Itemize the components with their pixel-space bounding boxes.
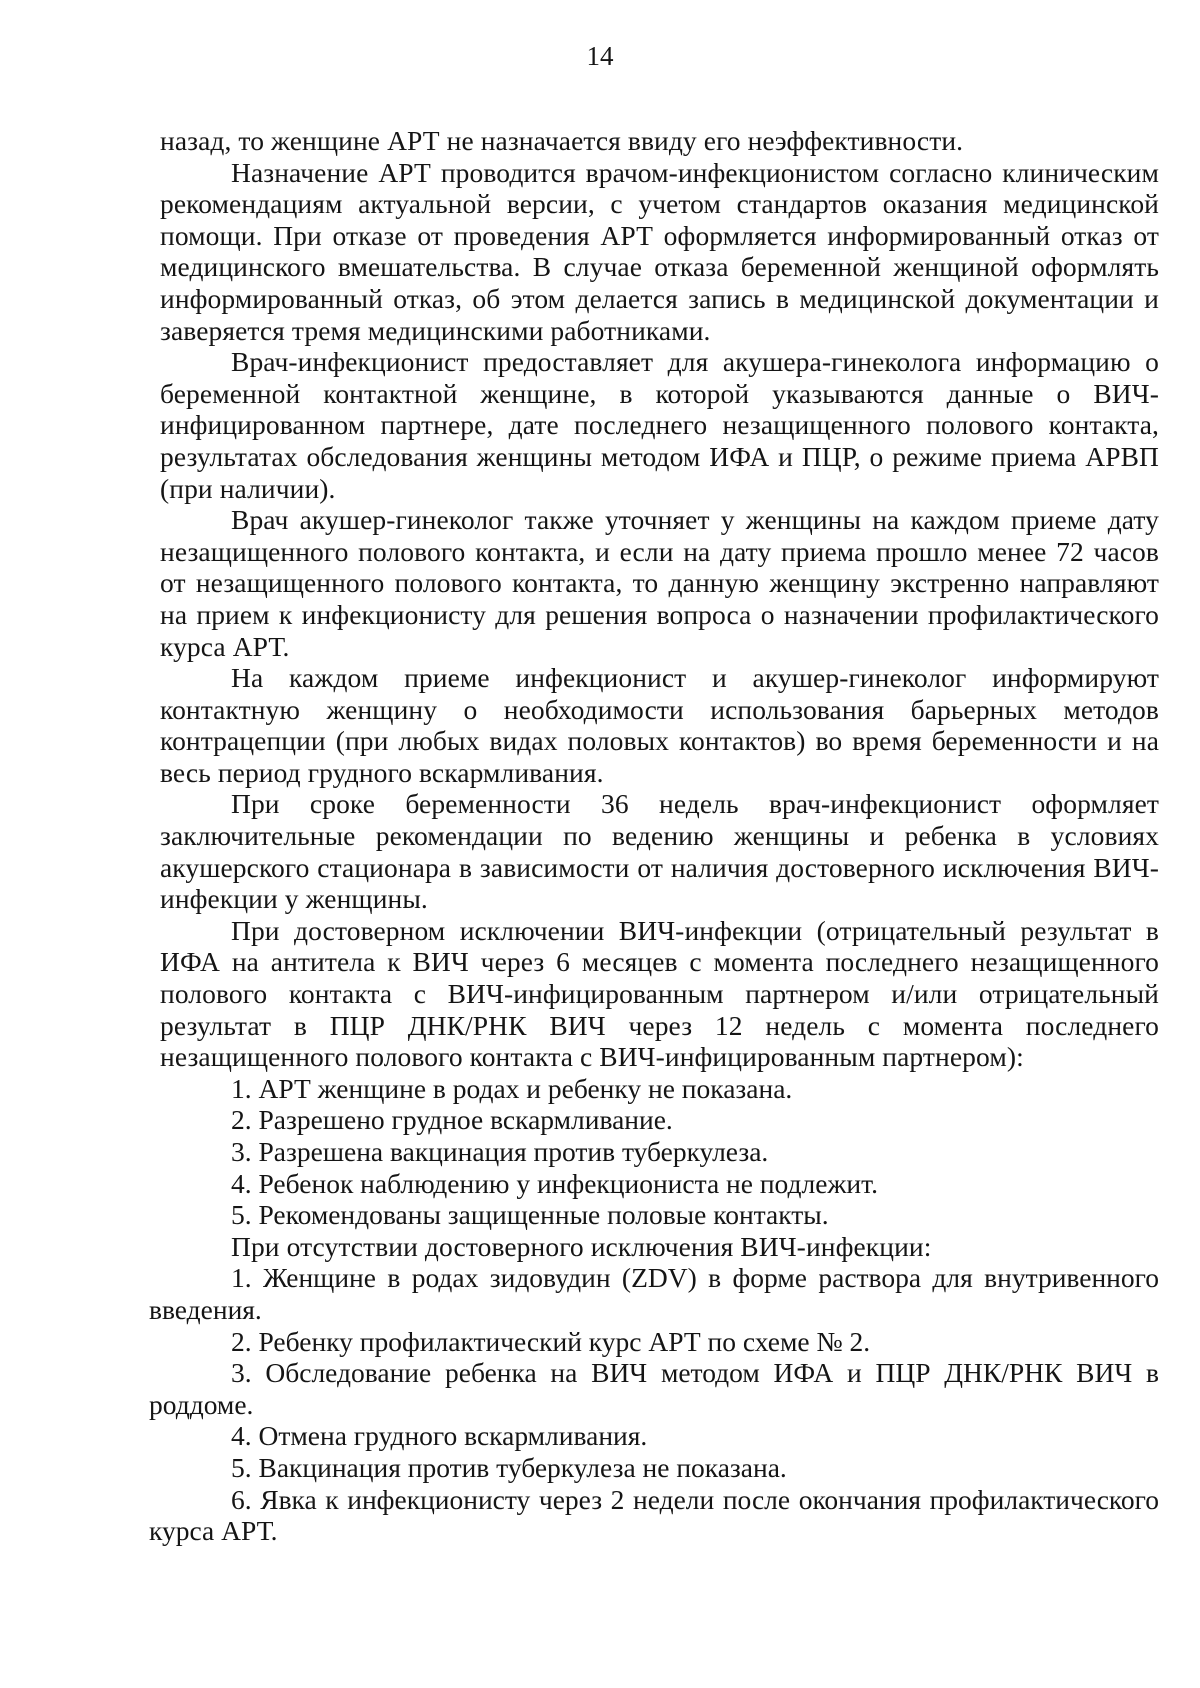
document-body	[149, 125, 1159, 1547]
list-exclusion-confirmed	[160, 1073, 1159, 1231]
list-item: 2. Ребенку профилактический курс АРТ по схеме № 2.	[231, 1325, 871, 1357]
list-item: 1. АРТ женщине в родах и ребенку не показана.	[231, 1072, 793, 1104]
list-item: 3. Разрешена вакцинация против туберкулеза.	[231, 1136, 769, 1167]
list-item: 5. Рекомендованы защищенные половые контакты.	[231, 1199, 829, 1231]
paragraph-36-weeks: При сроке беременности 36 недель врач-инфекционист оформляет заключительные рекомендации по ведению женщины и ребенка в условиях акушерского стационара в зависимости от наличия достоверного исключения ВИЧ-инфекции у женщины.	[160, 788, 1159, 915]
list-item: 1. Женщине в родах зидовудин (ZDV) в форме раствора для внутривенного введения.	[149, 1262, 1159, 1325]
paragraph-continuation: назад, то женщине АРТ не назначается ввиду его неэффективности.	[160, 125, 964, 156]
list-item: 3. Обследование ребенка на ВИЧ методом ИФА и ПЦР ДНК/РНК ВИЧ в роддоме.	[149, 1357, 1159, 1420]
paragraph-barrier-methods: На каждом приеме инфекционист и акушер-гинеколог информируют контактную женщину о необходимости использования барьерных методов контрацепции (при любых видах половых контактов) во время беременности и на весь период грудного вскармливания.	[160, 662, 1159, 788]
list-exclusion-absent	[149, 1262, 1159, 1547]
list-item: 6. Явка к инфекционисту через 2 недели после окончания профилактического курса АРТ.	[149, 1483, 1159, 1547]
paragraph-reliable-exclusion: При достоверном исключении ВИЧ-инфекции (отрицательный результат в ИФА на антитела к ВИЧ через 6 месяцев с момента последнего незащищенного полового контакта с ВИЧ-инфицированным партнером и/или отрицательный результат в ПЦР ДНК/РНК ВИЧ через 12 недель с момента последнего незащищенного полового контакта с ВИЧ-инфицированным партнером):	[160, 914, 1159, 1073]
list-item: 4. Ребенок наблюдению у инфекциониста не подлежит.	[231, 1167, 878, 1199]
paragraph-infectionist-info: Врач-инфекционист предоставляет для акушера-гинеколога информацию о беременной контактной женщине, в которой указываются данные о ВИЧ-инфицированном партнере, дате последнего незащищенного полового контакта, результатах обследования женщины методом ИФА и ПЦР, о режиме приема АРВП (при наличии).	[160, 346, 1159, 504]
paragraph-no-exclusion: При отсутствии достоверного исключения ВИЧ-инфекции:	[231, 1230, 932, 1262]
page-number: 14	[586, 41, 614, 71]
list-item: 5. Вакцинация против туберкулеза не показана.	[231, 1451, 787, 1483]
list-item: 4. Отмена грудного вскармливания.	[231, 1420, 648, 1452]
paragraph-obstetrician-check: Врач акушер-гинеколог также уточняет у женщины на каждом приеме дату незащищенного полового контакта, и если на дату приема прошло менее 72 часов от незащищенного полового контакта, то данную женщину экстренно направляют на прием к инфекционисту для решения вопроса о назначении профилактического курса АРТ.	[160, 504, 1159, 662]
paragraph-art-prescription: Назначение АРТ проводится врачом-инфекционистом согласно клиническим рекомендациям актуальной версии, с учетом стандартов оказания медицинской помощи. При отказе от проведения АРТ оформляется информированный отказ от медицинского вмешательства. В случае отказа беременной женщиной оформлять информированный отказ, об этом делается запись в медицинской документации и заверяется тремя медицинскими работниками.	[160, 156, 1159, 346]
list-item: 2. Разрешено грудное вскармливание.	[231, 1104, 673, 1136]
